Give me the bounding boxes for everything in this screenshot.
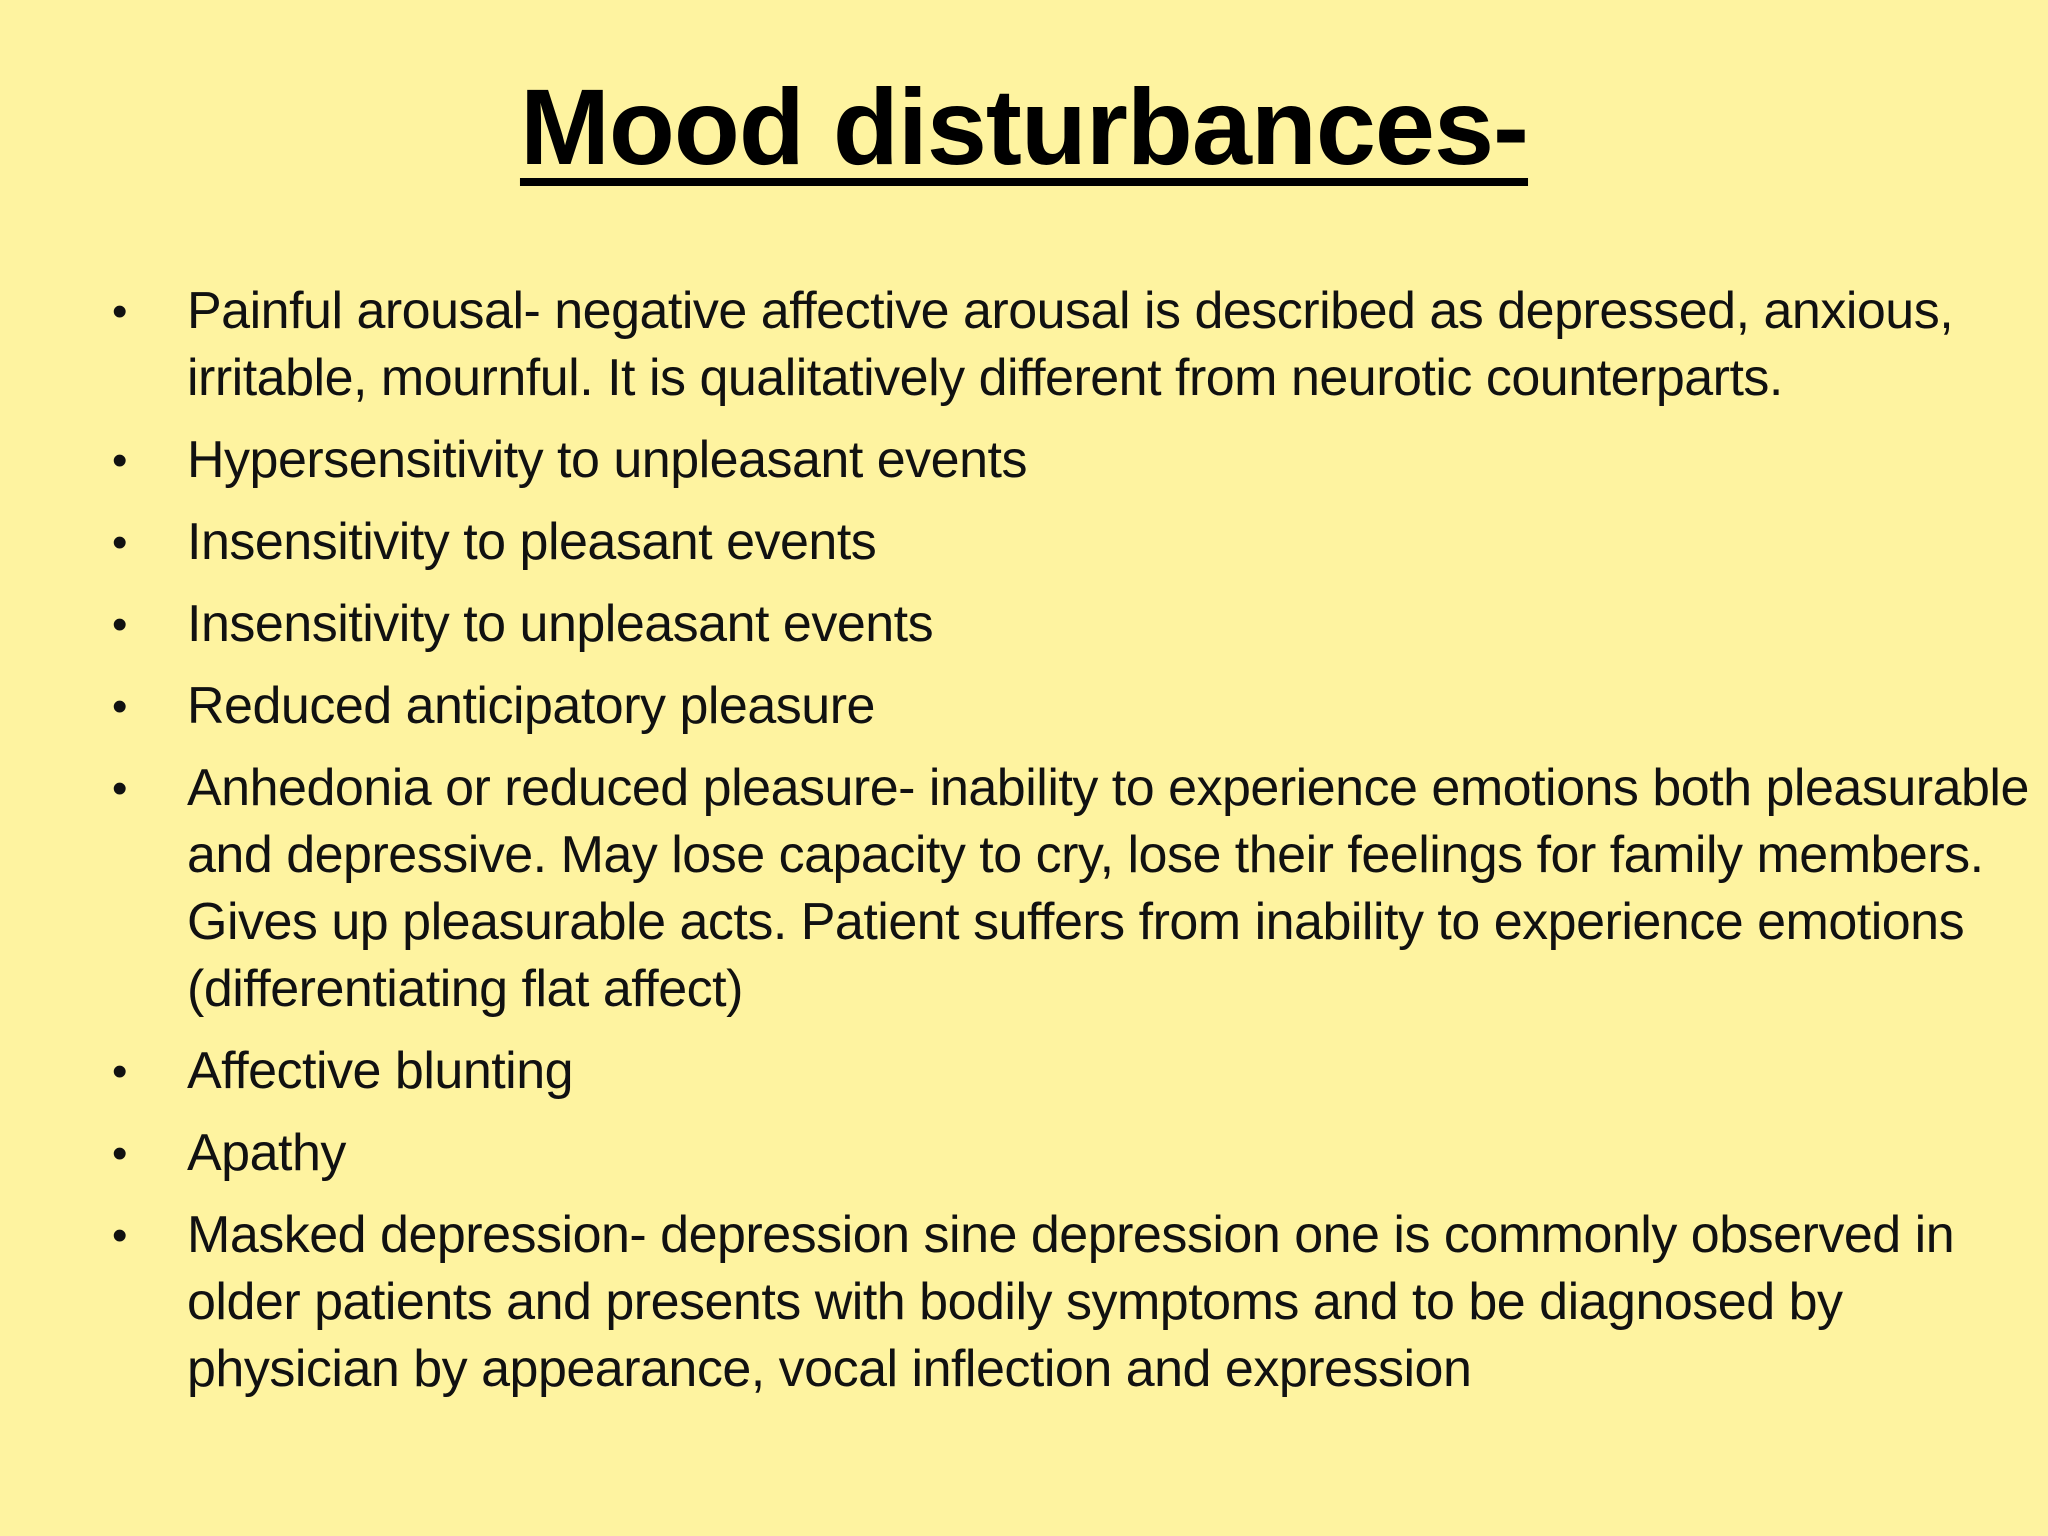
- bullet-text: Painful arousal- negative affective arousal is described as depressed, anxious, irritable, mournful. It is qualitatively different from neurotic counterparts.: [187, 282, 1954, 407]
- bullet-icon: •: [112, 600, 127, 649]
- list-item: [100, 509, 2030, 576]
- bullet-text: Insensitivity to unpleasant events: [187, 595, 934, 653]
- list-item: [100, 755, 2030, 1023]
- bullet-icon: •: [112, 518, 127, 567]
- bullet-icon: •: [112, 436, 127, 485]
- slide-title-text: Mood disturbances-: [519, 66, 1529, 187]
- bullet-list: [100, 278, 2030, 1418]
- bullet-text: Affective blunting: [187, 1042, 574, 1100]
- bullet-text: Insensitivity to pleasant events: [187, 513, 877, 571]
- bullet-icon: •: [112, 287, 127, 336]
- slide-title: [0, 62, 2048, 192]
- list-item: [100, 427, 2030, 494]
- list-item: [100, 673, 2030, 740]
- bullet-icon: •: [112, 764, 127, 813]
- list-item: [100, 1202, 2030, 1403]
- bullet-text: Anhedonia or reduced pleasure- inability to experience emotions both pleasurable and depressive. May lose capacity to cry, lose their feelings for family members. Gives up pleasurable acts. Patient suffers from inability to experience emotions (differentiating flat affect): [187, 759, 2029, 1018]
- bullet-icon: •: [112, 1211, 127, 1260]
- bullet-text: Reduced anticipatory pleasure: [187, 677, 875, 735]
- bullet-text: Apathy: [187, 1124, 346, 1182]
- bullet-text: Masked depression- depression sine depression one is commonly observed in older patients and presents with bodily symptoms and to be diagnosed by physician by appearance, vocal inflection and expression: [187, 1206, 1955, 1398]
- bullet-icon: •: [112, 1129, 127, 1178]
- list-item: [100, 591, 2030, 658]
- bullet-icon: •: [112, 1047, 127, 1096]
- list-item: [100, 278, 2030, 412]
- bullet-icon: •: [112, 682, 127, 731]
- list-item: [100, 1120, 2030, 1187]
- list-item: [100, 1038, 2030, 1105]
- bullet-text: Hypersensitivity to unpleasant events: [187, 431, 1027, 489]
